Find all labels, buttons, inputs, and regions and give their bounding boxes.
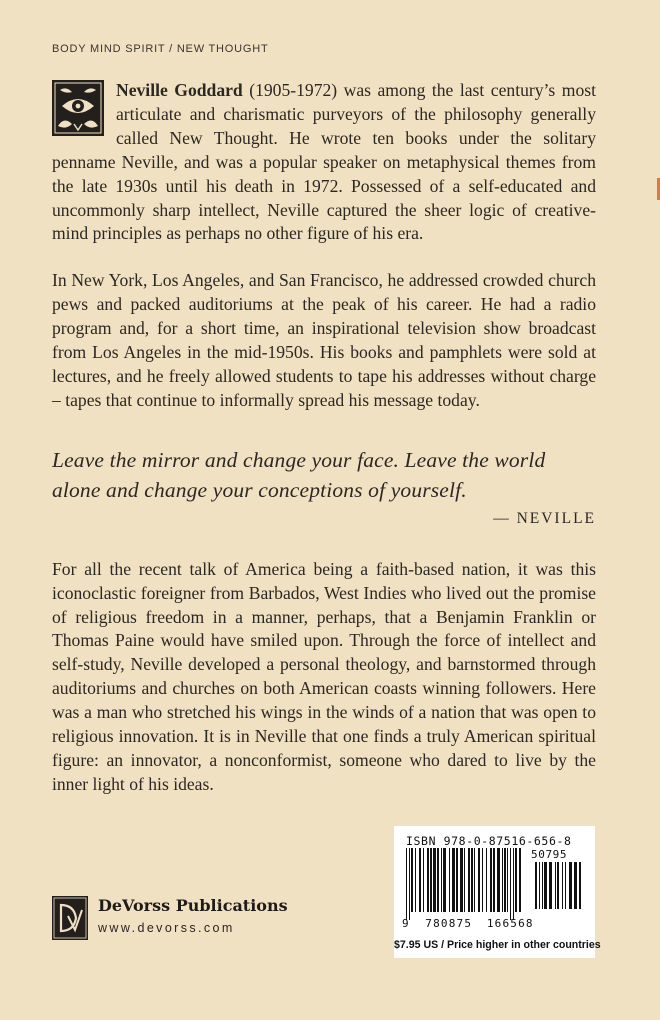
barcode-bar (430, 848, 432, 912)
barcode-bar (406, 848, 407, 920)
barcode-bar (544, 862, 547, 909)
barcode-bar (452, 848, 455, 912)
barcode-bar (433, 848, 436, 912)
barcode-bar (490, 848, 492, 912)
author-name: Neville Goddard (116, 80, 243, 100)
barcode-bar (519, 848, 521, 912)
back-cover-text (52, 79, 596, 797)
barcode-bar (471, 848, 473, 912)
ean-left-group: 780875 (425, 917, 473, 930)
barcode-bar (464, 848, 465, 912)
barcode-bar (497, 848, 500, 912)
barcode-bar (504, 848, 506, 912)
ean-first-digit: 9 (402, 917, 409, 930)
barcode-bar (409, 848, 410, 920)
isbn-barcode (394, 826, 601, 958)
barcode-bar (515, 848, 517, 912)
intro-paragraph (52, 79, 596, 246)
barcode-bar (569, 862, 572, 909)
price-label: $7.95 US / Price higher in other countries (394, 939, 601, 951)
quote-attribution: — NEVILLE (493, 509, 596, 527)
ean-digits (402, 917, 534, 930)
intro-text: (1905-1972) was among the last century’s most articulate and charismatic purveyors of the philosophy generally called New Thought. He wrote ten books under the solitary penname Neville, and was a popular speaker on metaphysical themes from the late 1930s until his death in 1972. Possessed of a self-educated and uncommonly sharp intellect, Neville captured the sheer logic of creative-mind principles as perhaps no other figure of his era. (52, 80, 596, 244)
barcode-bar (443, 848, 446, 912)
barcode-bar (478, 848, 480, 912)
barcode-bar (507, 848, 508, 912)
barcode-bar (456, 848, 458, 912)
barcode-bar (437, 848, 439, 912)
barcode-bar (513, 848, 514, 920)
barcode-bar (493, 848, 495, 912)
barcode-bar (557, 862, 559, 909)
barcode-bar (486, 848, 487, 912)
eye-emblem-icon (52, 80, 104, 136)
addon-barcode-bars (531, 862, 585, 917)
devorss-logo-icon (52, 896, 88, 940)
barcode-bar (549, 862, 552, 909)
publisher-name: DeVorss Publications (98, 896, 288, 915)
barcode-bar (542, 862, 543, 909)
category-label: BODY MIND SPIRIT / NEW THOUGHT (52, 43, 269, 55)
price-code: 50795 (531, 848, 568, 861)
barcode-bar (539, 862, 540, 909)
career-paragraph: In New York, Los Angeles, and San Francisco, he addressed crowded church pews and packed auditoriums at the peak of his career. He had a radio program and, for a short time, an inspirational television show broadcast from Los Angeles in the mid-1950s. His books and pamphlets were sold at lectures, and he freely allowed students to tape his addresses without charge – tapes that continue to informally spread his message today. (52, 270, 596, 410)
barcode-bar (482, 848, 483, 912)
barcode-bar (423, 848, 424, 912)
barcode-bar (468, 848, 470, 912)
barcode-bar (441, 848, 442, 912)
barcode-bar (579, 862, 581, 909)
barcode-bar (510, 848, 511, 920)
barcode-bar (474, 848, 475, 912)
barcode-bar (419, 848, 421, 912)
barcode-bar (574, 862, 577, 909)
barcode-bar (555, 862, 556, 909)
pull-quote: Leave the mirror and change your face. Leave the world alone and change your conceptions of yourself. (52, 447, 546, 502)
barcode-bar (502, 848, 503, 912)
barcode-bar (411, 848, 413, 912)
barcode-bar (562, 862, 563, 909)
barcode-bar (535, 862, 537, 909)
ean-barcode-bars (402, 848, 528, 920)
legacy-paragraph: For all the recent talk of America being a faith-based nation, it was this iconoclastic foreigner from Barbados, West Indies who lived out the promise of religious freedom in a manner, perhaps, that a Benjamin Franklin or Thomas Paine would have smiled upon. Through the force of intellect and self-study, Neville developed a personal theology, and barnstormed through auditoriums and churches on both American coasts winning followers. Here was a man who stretched his wings in the winds of a nation that was open to religious innovation. It is in Neville that one finds a truly American spiritual figure: an innovator, a nonconformist, someone who dared to live by the inner light of his ideas. (52, 558, 596, 794)
barcode-bar (427, 848, 429, 912)
barcode-bar (449, 848, 450, 912)
isbn-number: ISBN 978-0-87516-656-8 (406, 834, 572, 848)
barcode-bar (460, 848, 463, 912)
publisher-url: www.devorss.com (98, 921, 235, 935)
ean-right-group: 166568 (486, 917, 534, 930)
barcode-bar (415, 848, 416, 912)
barcode-bar (565, 862, 566, 909)
